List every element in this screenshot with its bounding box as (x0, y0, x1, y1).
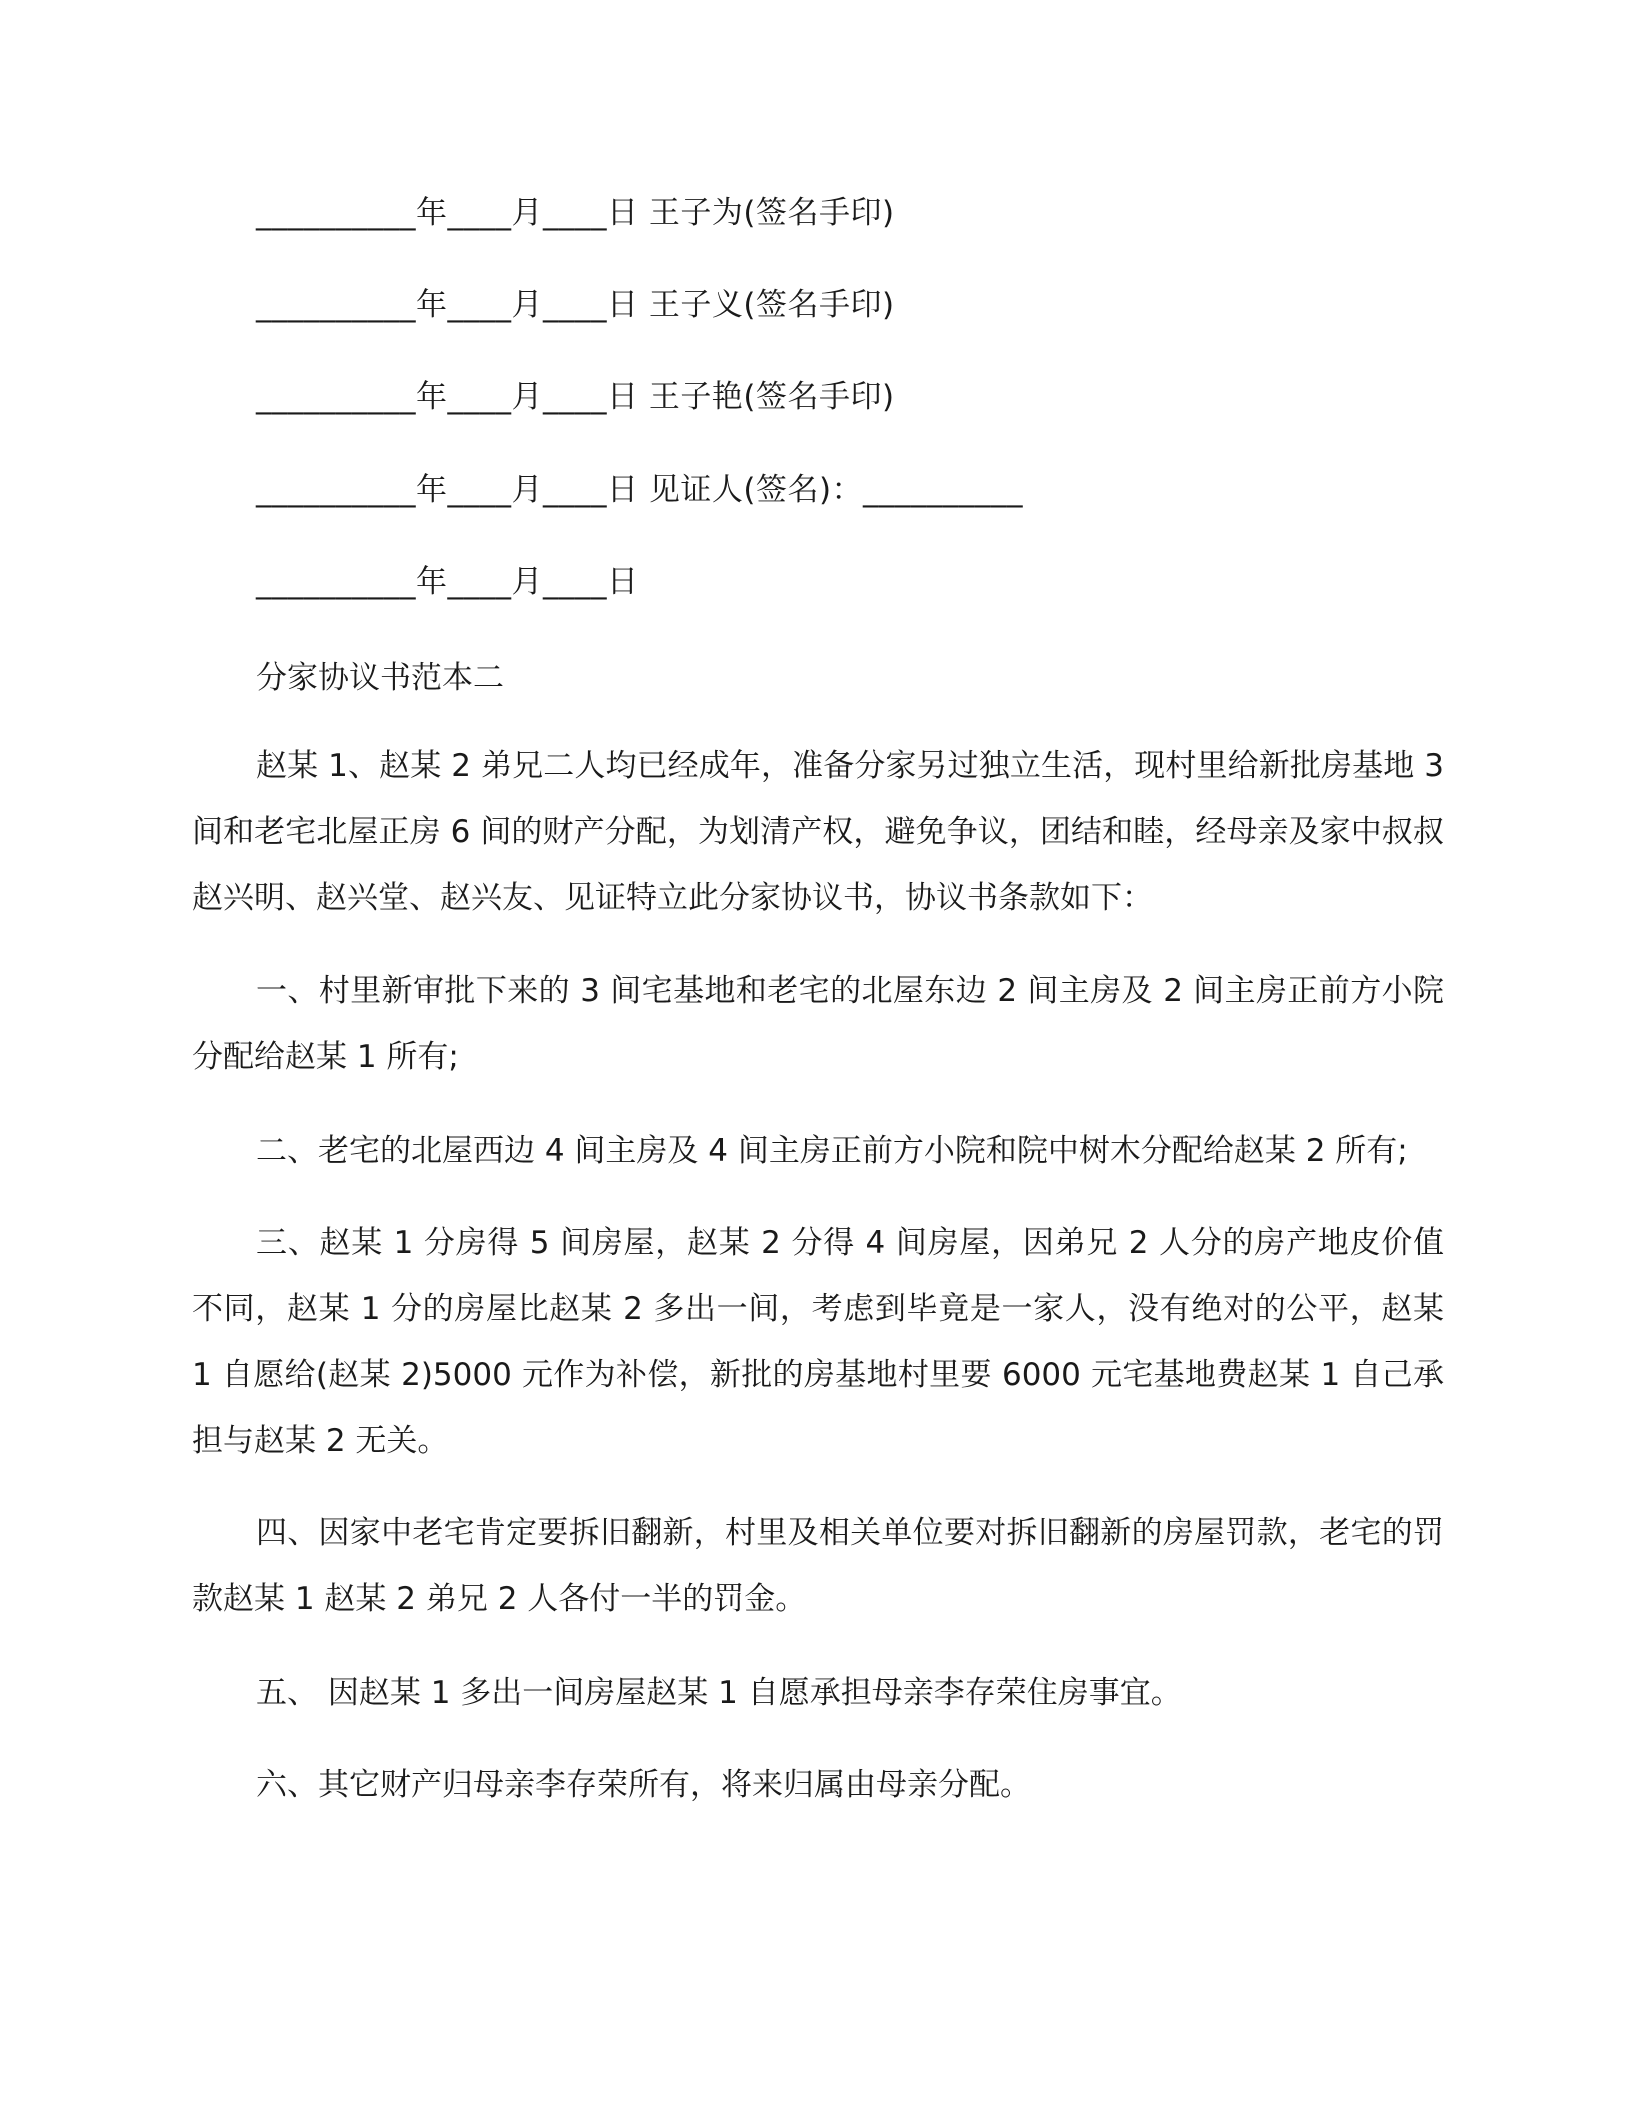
clause-4-paragraph: 四、因家中老宅肯定要拆旧翻新，村里及相关单位要对拆旧翻新的房屋罚款，老宅的罚款赵某 1 赵某 2 弟兄 2 人各付一半的罚金。 (192, 1515, 1444, 1617)
clause-6-paragraph: 六、其它财产归母亲李存荣所有，将来归属由母亲分配。 (256, 1767, 1031, 1803)
clause-1-paragraph: 一、村里新审批下来的 3 间宅基地和老宅的北屋东边 2 间主房及 2 间主房正前方小院分配给赵某 1 所有; (192, 973, 1444, 1075)
signature-line-date: __________年____月____日 (256, 564, 639, 600)
signature-line-wang-ziwei: __________年____月____日 王子为(签名手印) (256, 195, 895, 231)
clause-3-paragraph: 三、赵某 1 分房得 5 间房屋，赵某 2 分得 4 间房屋，因弟兄 2 人分的房产地皮价值不同，赵某 1 分的房屋比赵某 2 多出一间，考虑到毕竟是一家人，没有绝对的公平，赵某 1 自愿给(赵某 2)5000 元作为补偿，新批的房基地村里要 6000 元宅基地费赵某 1 自己承担与赵某 2 无关。 (192, 1225, 1444, 1459)
section-title: 分家协议书范本二 (256, 660, 504, 696)
intro-paragraph: 赵某 1、赵某 2 弟兄二人均已经成年，准备分家另过独立生活，现村里给新批房基地 3 间和老宅北屋正房 6 间的财产分配，为划清产权，避免争议，团结和睦，经母亲及家中叔叔赵兴明、赵兴堂、赵兴友、见证特立此分家协议书，协议书条款如下： (192, 748, 1444, 916)
signature-line-wang-ziyan: __________年____月____日 王子艳(签名手印) (256, 379, 895, 415)
clause-5-paragraph: 五、 因赵某 1 多出一间房屋赵某 1 自愿承担母亲李存荣住房事宜。 (256, 1675, 1182, 1711)
signature-line-wang-ziyi: __________年____月____日 王子义(签名手印) (256, 287, 895, 323)
signature-line-witness: __________年____月____日 见证人(签名)：__________ (256, 472, 1024, 508)
clause-2-paragraph: 二、老宅的北屋西边 4 间主房及 4 间主房正前方小院和院中树木分配给赵某 2 所有; (256, 1133, 1408, 1169)
